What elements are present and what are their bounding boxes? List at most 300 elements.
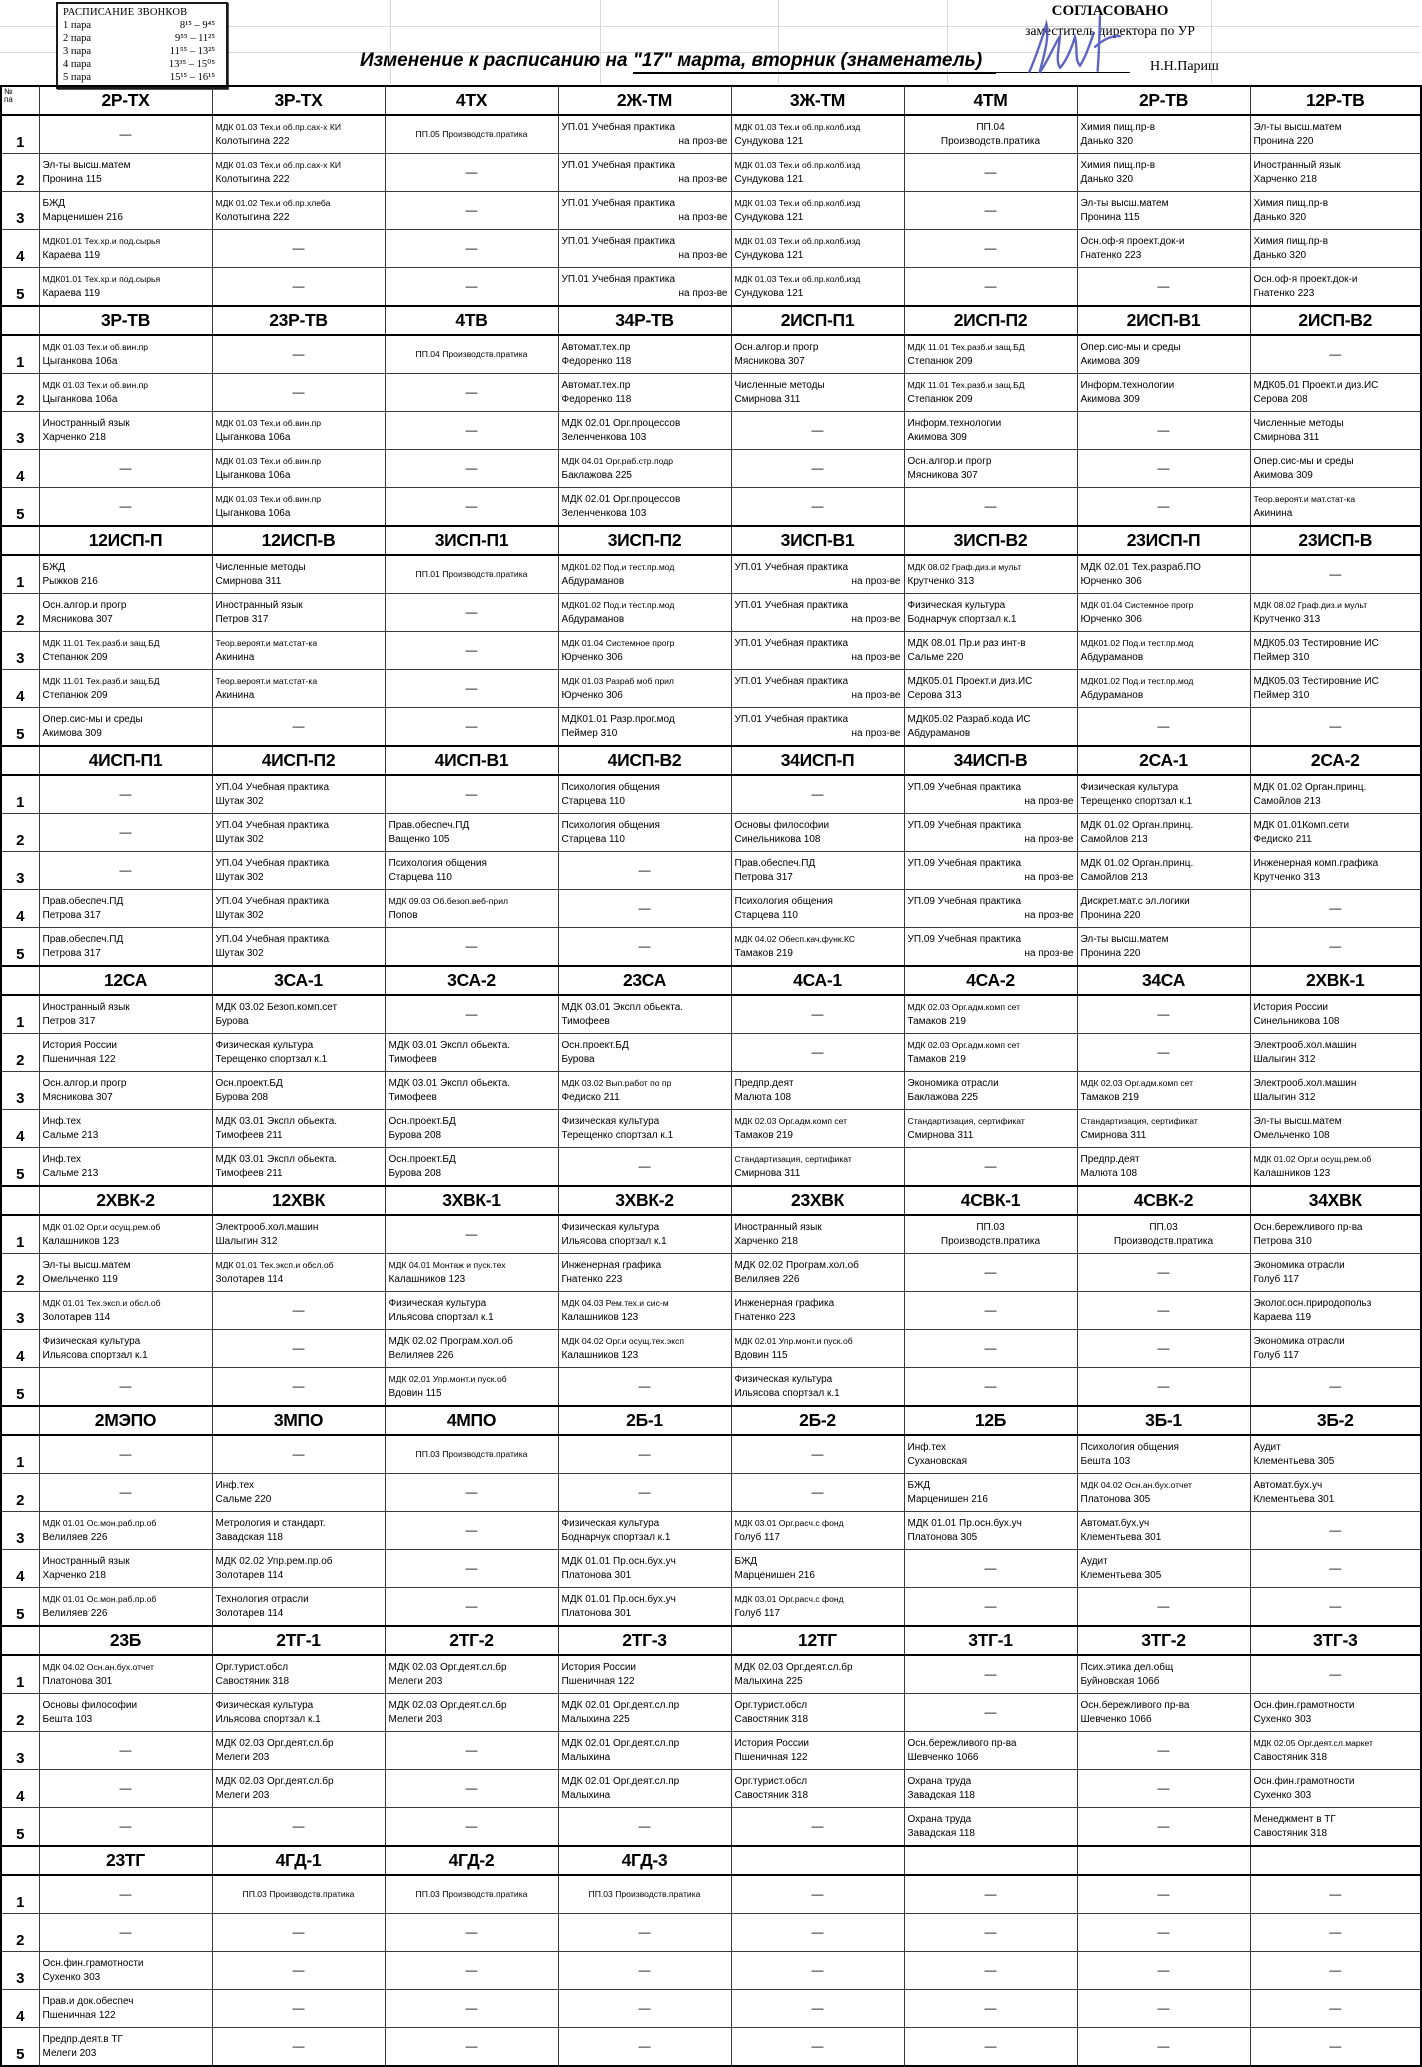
pair-number: 5 — [1, 1588, 39, 1627]
group-header: 23Р-ТВ — [212, 306, 385, 335]
teacher-room: Клементьева 301 — [1253, 1493, 1335, 1505]
schedule-cell — [1250, 1330, 1421, 1368]
teacher-room: на проз-ве — [678, 287, 728, 299]
subject: Экономика отрасли — [1253, 1260, 1345, 1271]
subject: Эл-ты высш.матем — [1080, 934, 1169, 945]
schedule-cell — [39, 995, 212, 1034]
schedule-cell — [385, 555, 558, 594]
schedule-cell: — — [731, 1952, 904, 1990]
teacher-room: Платонова 301 — [561, 1569, 632, 1581]
pair-number: 2 — [1, 594, 39, 632]
schedule-cell — [1077, 1215, 1250, 1254]
schedule-cell — [385, 1148, 558, 1187]
schedule-cell — [1077, 192, 1250, 230]
subject: МДК 03.01 Орг.расч.с фонд — [734, 1518, 844, 1528]
schedule-cell — [212, 1215, 385, 1254]
pair-label: 3 пара — [63, 46, 92, 57]
subject: ПП.03 Производств.пратика — [415, 1448, 528, 1459]
subject: МДК 01.01 Пр.осн.бух.уч — [561, 1594, 676, 1605]
teacher-room: Мясникова 307 — [42, 613, 113, 625]
schedule-cell: — — [1077, 1770, 1250, 1808]
schedule-cell: — — [212, 2028, 385, 2067]
subject: Иностранный язык — [42, 1002, 130, 1013]
subject: ПП.03 Производств.пратика — [242, 1888, 355, 1899]
schedule-cell: — — [212, 708, 385, 747]
teacher-room: Золотарев 114 — [215, 1273, 284, 1285]
group-header: 4ИСП-П2 — [212, 746, 385, 775]
subject: МДК 01.02 Тех.и об.пр.хлеба — [215, 198, 331, 208]
schedule-cell — [212, 1588, 385, 1627]
schedule-cell — [558, 335, 731, 374]
teacher-room: Ильясова спортзал к.1 — [561, 1235, 667, 1247]
schedule-cell: — — [731, 775, 904, 814]
schedule-cell — [1250, 995, 1421, 1034]
group-header: 2ТГ-2 — [385, 1626, 558, 1655]
subject: Инженерная графика — [561, 1260, 662, 1271]
schedule-cell: — — [558, 1914, 731, 1952]
teacher-room: Пеймер 310 — [561, 727, 618, 739]
subject: Предпр.деят — [734, 1078, 794, 1089]
schedule-cell — [212, 1110, 385, 1148]
schedule-cell — [558, 995, 731, 1034]
schedule-cell — [1250, 1215, 1421, 1254]
schedule-cell — [731, 594, 904, 632]
subject: МДК 01.01 Ос.мон.раб.пр.об — [42, 1518, 157, 1528]
teacher-room: Шутак 302 — [215, 795, 264, 807]
teacher-room: Гнатенко 223 — [734, 1311, 796, 1323]
schedule-cell — [39, 192, 212, 230]
schedule-cell: — — [904, 1694, 1077, 1732]
teacher-room: Малюта 108 — [1080, 1167, 1138, 1179]
schedule-cell: — — [1250, 1952, 1421, 1990]
schedule-cell: — — [385, 192, 558, 230]
subject: Автомат.тех.пр — [561, 342, 631, 353]
bell-schedule-row — [63, 32, 221, 45]
schedule-cell: — — [558, 1808, 731, 1847]
teacher-room: Пшеничная 122 — [734, 1751, 808, 1763]
corner-label: № па — [1, 86, 39, 115]
schedule-cell — [731, 1254, 904, 1292]
pair-number: 1 — [1, 555, 39, 594]
schedule-cell: — — [904, 1254, 1077, 1292]
subject: МДК 01.03 Тех.и об.вин.пр — [215, 418, 322, 428]
teacher-room: Гнатенко 223 — [1080, 249, 1142, 261]
schedule-cell — [731, 555, 904, 594]
teacher-room: Цыганкова 106а — [42, 393, 118, 405]
subject: МДК 11.01 Тех.разб.и защ.БД — [907, 380, 1025, 390]
schedule-cell: — — [904, 1952, 1077, 1990]
group-header: 3ТГ-2 — [1077, 1626, 1250, 1655]
schedule-cell — [385, 1034, 558, 1072]
group-header: 34Р-ТВ — [558, 306, 731, 335]
subject: МДК 03.01 Экспл обьекта. — [388, 1078, 511, 1089]
teacher-room: Смирнова 311 — [907, 1129, 974, 1141]
subject: Прав.обеспеч.ПД — [388, 820, 470, 831]
schedule-cell — [1250, 1072, 1421, 1110]
schedule-cell: — — [558, 1952, 731, 1990]
schedule-cell — [39, 1034, 212, 1072]
subject: МДК 02.03 Орг.деят.сл.бр — [734, 1662, 853, 1673]
pair-number: 2 — [1, 1254, 39, 1292]
group-header: 12ТГ — [731, 1626, 904, 1655]
subject: Осн.фин.грамотности — [1253, 1700, 1355, 1711]
teacher-room: Самойлов 213 — [1080, 833, 1148, 845]
schedule-cell: — — [1250, 1875, 1421, 1914]
teacher-room: Шутак 302 — [215, 947, 264, 959]
teacher-room: Омельченко 119 — [42, 1273, 118, 1285]
pair-number: 1 — [1, 995, 39, 1034]
subject: Стандартизация, сертификат — [907, 1116, 1025, 1126]
schedule-cell — [385, 1110, 558, 1148]
schedule-cell: — — [558, 852, 731, 890]
schedule-cell: — — [385, 1770, 558, 1808]
teacher-room: Вдовин 115 — [388, 1387, 442, 1399]
teacher-room: Завадская 118 — [215, 1531, 283, 1543]
teacher-room: Харченко 218 — [42, 431, 106, 443]
subject: Электрооб.хол.машин — [215, 1222, 319, 1233]
teacher-room: Данько 320 — [1080, 173, 1134, 185]
teacher-room: на проз-ве — [678, 173, 728, 185]
teacher-room: Марценишен 216 — [734, 1569, 815, 1581]
schedule-cell: — — [385, 412, 558, 450]
subject: МДК 02.03 Орг.деят.сл.бр — [215, 1776, 334, 1787]
group-header: 23ХВК — [731, 1186, 904, 1215]
teacher-room: Абдураманов — [561, 575, 625, 587]
subject: Орг.турист.обсл — [734, 1776, 808, 1787]
approval-block — [960, 3, 1400, 74]
teacher-room: Велиляев 226 — [734, 1273, 800, 1285]
subject: Прав.и док.обеспеч — [42, 1996, 134, 2007]
teacher-room: Синельникова 108 — [1253, 1015, 1340, 1027]
pair-number: 1 — [1, 1655, 39, 1694]
group-header: 2ТГ-3 — [558, 1626, 731, 1655]
schedule-cell — [558, 450, 731, 488]
schedule-cell — [39, 1990, 212, 2028]
group-header: 34ИСП-В — [904, 746, 1077, 775]
schedule-cell: — — [1077, 412, 1250, 450]
schedule-cell: — — [1077, 1588, 1250, 1627]
schedule-cell — [212, 890, 385, 928]
schedule-cell — [1250, 374, 1421, 412]
group-header: 23ИСП-В — [1250, 526, 1421, 555]
subject: Физическая культура — [388, 1298, 487, 1309]
schedule-cell — [385, 335, 558, 374]
group-header — [731, 1846, 904, 1875]
teacher-room: Смирнова 311 — [734, 1167, 801, 1179]
group-header: 3Р-ТХ — [212, 86, 385, 115]
subject: МДК 01.01 Ос.мон.раб.пр.об — [42, 1594, 157, 1604]
schedule-cell: — — [1250, 1512, 1421, 1550]
teacher-room: Караева 119 — [1253, 1311, 1312, 1323]
schedule-cell — [212, 1770, 385, 1808]
schedule-cell — [731, 230, 904, 268]
schedule-cell — [558, 1072, 731, 1110]
teacher-room: Пшеничная 122 — [561, 1675, 635, 1687]
group-header: 3ИСП-В2 — [904, 526, 1077, 555]
teacher-room: Федоренко 118 — [561, 393, 632, 405]
teacher-room: Акимова 309 — [907, 431, 967, 443]
subject: Электрооб.хол.машин — [1253, 1078, 1357, 1089]
group-header: 4ГД-1 — [212, 1846, 385, 1875]
teacher-room: Абдураманов — [561, 613, 625, 625]
teacher-room: Бурова 208 — [388, 1129, 442, 1141]
schedule-cell — [212, 632, 385, 670]
schedule-cell: — — [904, 1330, 1077, 1368]
subject: Химия пищ.пр-в — [1253, 198, 1329, 209]
teacher-room: Гнатенко 223 — [561, 1273, 623, 1285]
pair-number: 3 — [1, 1732, 39, 1770]
schedule-cell — [1077, 230, 1250, 268]
schedule-cell — [904, 1808, 1077, 1847]
pair-number: 2 — [1, 374, 39, 412]
subject: Иностранный язык — [734, 1222, 822, 1233]
schedule-cell — [39, 1512, 212, 1550]
subject: МДК01.02 Под.и тест.пр.мод — [1080, 638, 1194, 648]
schedule-cell — [904, 115, 1077, 154]
schedule-cell — [1077, 632, 1250, 670]
subject: МДК 04.02 Обесп.кач.функ.КС — [734, 934, 856, 944]
schedule-cell: — — [558, 1148, 731, 1187]
subject: МДК 02.03 Орг.адм.комп сет — [1080, 1078, 1194, 1088]
group-header: 4ТВ — [385, 306, 558, 335]
teacher-room: Савостяник 318 — [734, 1713, 809, 1725]
schedule-cell — [731, 1072, 904, 1110]
teacher-room: Сухенко 303 — [1253, 1789, 1312, 1801]
schedule-cell — [904, 594, 1077, 632]
schedule-cell — [1077, 670, 1250, 708]
subject: МДК 09.03 Об.безоп.веб-прил — [388, 896, 509, 906]
teacher-room: Марценишен 216 — [42, 211, 123, 223]
schedule-cell: — — [212, 1990, 385, 2028]
teacher-room: Крутченко 313 — [1253, 871, 1321, 883]
group-header: 2ТГ-1 — [212, 1626, 385, 1655]
subject: МДК05.02 Разраб.кода ИС — [907, 714, 1031, 725]
subject: Психология общения — [561, 820, 660, 831]
schedule-cell: — — [1077, 1292, 1250, 1330]
subject: МДК01.02 Под.и тест.пр.мод — [561, 562, 675, 572]
subject: МДК 04.02 Осн.ан.бух.отчет — [1080, 1480, 1192, 1490]
teacher-room: Смирнова 311 — [1080, 1129, 1147, 1141]
subject: Опер.сис-мы и среды — [42, 714, 143, 725]
doc-title-prefix: Изменение к расписанию на — [360, 50, 628, 71]
schedule-cell — [212, 555, 385, 594]
subject: МДК 02.03 Орг.адм.комп сет — [907, 1040, 1021, 1050]
pair-number: 4 — [1, 1770, 39, 1808]
schedule-cell: — — [904, 268, 1077, 307]
subject: Автомат.тех.пр — [561, 380, 631, 391]
corner-empty — [1, 306, 39, 335]
subject: МДК 01.02 Орг.и осущ.рем.об — [42, 1222, 161, 1232]
subject: БЖД — [907, 1480, 931, 1491]
subject: МДК 01.03 Тех.и об.пр.колб.изд — [734, 236, 861, 246]
pair-number: 1 — [1, 775, 39, 814]
group-header: 4ИСП-П1 — [39, 746, 212, 775]
teacher-room: Шалыгин 312 — [1253, 1091, 1316, 1103]
schedule-cell — [731, 632, 904, 670]
schedule-cell — [39, 1215, 212, 1254]
group-header: 2СА-1 — [1077, 746, 1250, 775]
group-header: 4ТМ — [904, 86, 1077, 115]
corner-empty — [1, 1626, 39, 1655]
subject: Информ.технологии — [1080, 380, 1175, 391]
teacher-room: Абдураманов — [907, 727, 971, 739]
schedule-cell — [1077, 1550, 1250, 1588]
teacher-room: Зеленченкова 103 — [561, 507, 647, 519]
subject: УП.09 Учебная практика — [907, 934, 1022, 945]
teacher-room: Малыхина — [561, 1789, 611, 1801]
schedule-cell: — — [212, 1292, 385, 1330]
subject: МДК 02.01 Тех.разраб.ПО — [1080, 562, 1201, 573]
group-header: 4СА-1 — [731, 966, 904, 995]
schedule-cell — [731, 1110, 904, 1148]
subject: Инф.тех — [42, 1154, 82, 1165]
schedule-cell: — — [385, 670, 558, 708]
subject: Физическая культура — [1080, 782, 1179, 793]
subject: МДК 01.03 Тех.и об.вин.пр — [42, 380, 149, 390]
group-header: 2МЭПО — [39, 1406, 212, 1435]
teacher-room: Тимофеев 211 — [215, 1129, 283, 1141]
subject: УП.01 Учебная практика — [734, 714, 849, 725]
subject: Иностранный язык — [42, 1556, 130, 1567]
schedule-cell — [1077, 374, 1250, 412]
subject: Психология общения — [734, 896, 833, 907]
schedule-cell: — — [731, 488, 904, 527]
subject: УП.09 Учебная практика — [907, 820, 1022, 831]
teacher-room: Самойлов 213 — [1253, 795, 1321, 807]
subject: ПП.05 Производств.пратика — [415, 128, 528, 139]
schedule-cell — [212, 1072, 385, 1110]
teacher-room: Сундукова 121 — [734, 173, 804, 185]
group-header: 3СА-2 — [385, 966, 558, 995]
teacher-room: Данько 320 — [1253, 249, 1307, 261]
teacher-room: на проз-ве — [851, 727, 901, 739]
teacher-room: Калашников 123 — [561, 1311, 639, 1323]
schedule-cell — [39, 670, 212, 708]
schedule-cell — [1250, 268, 1421, 307]
subject: Экономика отрасли — [907, 1078, 999, 1089]
schedule-cell: — — [731, 995, 904, 1034]
teacher-room: Степанюк 209 — [907, 355, 973, 367]
teacher-room: Тамаков 219 — [1080, 1091, 1139, 1103]
subject: МДК 01.03 Тех.и об.пр.колб.изд — [734, 160, 861, 170]
group-header: 4ИСП-В1 — [385, 746, 558, 775]
subject: МДК 01.01 Тех.эксп.и обсл.об — [215, 1260, 334, 1270]
subject: Автомат.бух.уч — [1080, 1518, 1150, 1529]
bell-schedule-row — [63, 19, 221, 32]
schedule-cell — [731, 335, 904, 374]
schedule-cell: — — [904, 230, 1077, 268]
schedule-cell — [731, 852, 904, 890]
pair-number: 3 — [1, 192, 39, 230]
teacher-room: Бурова — [215, 1015, 249, 1027]
teacher-room: Ильясова спортзал к.1 — [42, 1349, 148, 1361]
teacher-room: Платонова 301 — [42, 1675, 113, 1687]
teacher-room: Цыганкова 106а — [215, 507, 291, 519]
group-header: 12Р-ТВ — [1250, 86, 1421, 115]
subject: Численные методы — [215, 562, 306, 573]
subject: Физическая культура — [215, 1040, 314, 1051]
schedule-cell: — — [39, 488, 212, 527]
schedule-cell — [558, 374, 731, 412]
schedule-cell — [212, 1694, 385, 1732]
group-header: 2Ж-ТМ — [558, 86, 731, 115]
teacher-room: Тамаков 219 — [907, 1015, 966, 1027]
schedule-cell: — — [1077, 1914, 1250, 1952]
teacher-room: на проз-ве — [1024, 871, 1074, 883]
group-header: 23Б — [39, 1626, 212, 1655]
schedule-cell — [558, 1655, 731, 1694]
schedule-cell — [1250, 814, 1421, 852]
subject: УП.01 Учебная практика — [734, 638, 849, 649]
schedule-table — [0, 85, 1422, 2067]
schedule-cell — [558, 268, 731, 307]
schedule-cell: — — [1077, 1990, 1250, 2028]
teacher-room: Терещенко спортзал к.1 — [561, 1129, 674, 1141]
subject: Эколог.осн.природопольз — [1253, 1298, 1372, 1309]
pair-time: 15¹⁵ – 16¹⁵ — [169, 72, 215, 83]
teacher-room: Платонова 305 — [1080, 1493, 1151, 1505]
schedule-cell — [558, 488, 731, 527]
group-header: 2ХВК-1 — [1250, 966, 1421, 995]
group-header: 2СА-2 — [1250, 746, 1421, 775]
schedule-cell: — — [1250, 1990, 1421, 2028]
schedule-cell — [212, 928, 385, 967]
subject: Основы философии — [42, 1700, 138, 1711]
schedule-cell — [1077, 1474, 1250, 1512]
schedule-cell — [558, 1550, 731, 1588]
subject: Опер.сис-мы и среды — [1253, 456, 1354, 467]
teacher-room: Шалыгин 312 — [1253, 1053, 1316, 1065]
teacher-room: Акимова 309 — [1080, 355, 1140, 367]
subject: МДК 02.01 Упр.монт.и пуск.об — [734, 1336, 853, 1346]
schedule-cell — [731, 115, 904, 154]
subject: Опер.сис-мы и среды — [1080, 342, 1181, 353]
schedule-cell — [904, 555, 1077, 594]
schedule-cell: — — [39, 450, 212, 488]
teacher-room: Пронина 115 — [1080, 211, 1140, 223]
subject: Психология общения — [1080, 1442, 1179, 1453]
subject: Физическая культура — [561, 1116, 660, 1127]
schedule-cell — [1250, 632, 1421, 670]
schedule-cell: — — [385, 1990, 558, 2028]
subject: МДК 01.01 Пр.осн.бух.уч — [907, 1518, 1022, 1529]
schedule-cell — [1250, 594, 1421, 632]
subject: МДК 11.01 Тех.разб.и защ.БД — [42, 638, 160, 648]
teacher-room: Степанюк 209 — [42, 651, 108, 663]
pair-number: 1 — [1, 115, 39, 154]
subject: Инф.тех — [907, 1442, 947, 1453]
schedule-cell — [904, 1072, 1077, 1110]
subject: МДК 01.04 Системное прогр — [1080, 600, 1194, 610]
schedule-cell: — — [1077, 1368, 1250, 1407]
subject: УП.04 Учебная практика — [215, 896, 330, 907]
teacher-room: Шевченко 106б — [1080, 1713, 1152, 1725]
subject: МДК 02.03 Орг.адм.комп сет — [734, 1116, 848, 1126]
schedule-cell — [212, 412, 385, 450]
pair-number: 5 — [1, 2028, 39, 2067]
teacher-room: Федоренко 118 — [561, 355, 632, 367]
schedule-cell: — — [385, 632, 558, 670]
group-header: 4ИСП-В2 — [558, 746, 731, 775]
subject: Физическая культура — [215, 1700, 314, 1711]
subject: МДК 11.01 Тех.разб.и защ.БД — [907, 342, 1025, 352]
teacher-room: Колотыгина 222 — [215, 211, 290, 223]
teacher-room: Бурова 208 — [215, 1091, 269, 1103]
teacher-room: Абдураманов — [1080, 651, 1144, 663]
pair-label: 4 пара — [63, 59, 92, 70]
subject: Физическая культура — [42, 1336, 141, 1347]
schedule-cell — [385, 115, 558, 154]
